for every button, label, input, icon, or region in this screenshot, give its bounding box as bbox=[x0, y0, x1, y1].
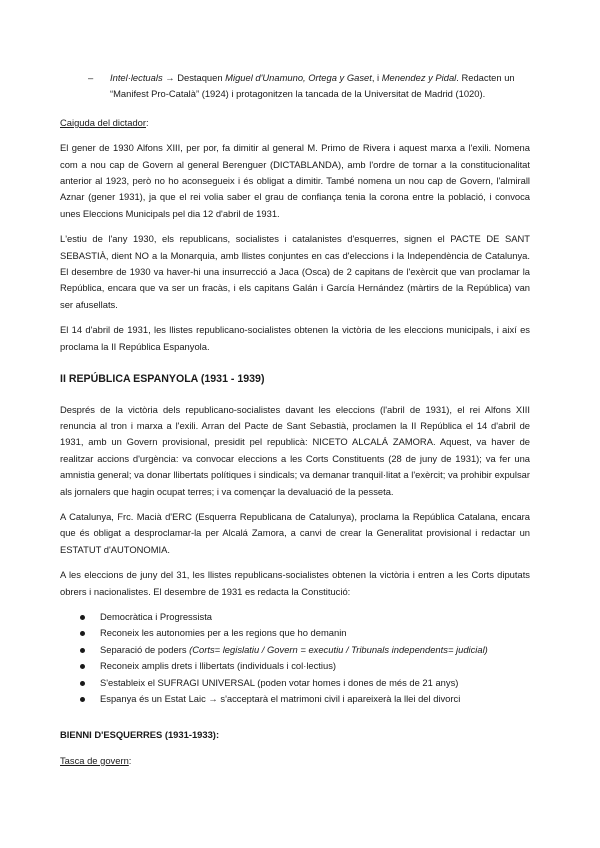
paragraph: A Catalunya, Frc. Macià d'ERC (Esquerra Republicana de Catalunya), proclama la República Catalana, encara que és obligat a desproclamar-la per Alcalá Zamora, a canvi de crear la Generalitat provisional i redactar un ESTATUT d'AUTONOMIA. bbox=[60, 510, 530, 555]
list-item: Reconeix amplis drets i llibertats (individuals i col·lectius) bbox=[80, 658, 530, 674]
list-item: Reconeix les autonomies per a les regions que ho demanin bbox=[80, 625, 530, 641]
section-title-caiguda: Caiguda del dictador: bbox=[60, 116, 149, 128]
paragraph: Després de la victòria dels republicano-socialistes davant les eleccions (l'abril de 1931), el rei Alfons XIII renuncia al tron i marxa a l'exili. Arran del Pacte de Sant Sebastià, proclamen la II República el 14 d'abril de 1931, amb un Govern provisional, presidit pel republicà: NICETO ALCALÁ ZAMORA. Aquest, va haver de realitzar accions d'urgència: va convocar eleccions a les Corts Constituents (28 de juny de 1931); va fer una amnistia general; va donar llibertats polítiques i sindicals; va demanar tranquil·litat a l'exèrcit; va prohibir expulsar als jornalers que hagin ocupat terres; i va començar la devaluació de la pesseta. bbox=[60, 403, 530, 497]
bullet-icon bbox=[80, 631, 85, 636]
bullet-icon bbox=[80, 648, 85, 653]
bullet-icon bbox=[80, 664, 85, 669]
dash-marker: – bbox=[88, 72, 94, 83]
list-item: Democràtica i Progressista bbox=[80, 609, 530, 625]
paragraph: El gener de 1930 Alfons XIII, per por, fa dimitir al general M. Primo de Rivera i aquest marxa a l'exili. Nomena com a nou cap de Govern al general Berenguer (DICTABLANDA), amb l'ordre de tornar a la constitucionalitat anterior al 1923, però no ho aconsegueix i és obligat a dimitir. També nomena un nou cap de Govern, l'almirall Aznar (gener 1931), ja que el rei volia saber el grau de confiança tenia la corona entre la població, i convoca unes Eleccions Municipals pel dia 12 d'abril de 1931. bbox=[60, 142, 530, 219]
intellectuals-names: Miguel d'Unamuno, Ortega y Gaset bbox=[225, 72, 372, 83]
section-heading-bienni: BIENNI D'ESQUERRES (1931-1933): bbox=[60, 729, 220, 741]
constitution-list bbox=[60, 609, 530, 707]
paragraph: L'estiu de l'any 1930, els republicans, socialistes i catalanistes d'esquerres, signen el PACTE DE SANT SEBASTIÀ, dient NO a la Monarquia, amb llistes conjuntes en cas d'eleccions i la Independència de Catalunya. El desembre de 1930 va haver-hi una insurrecció a Jaca (Osca) de 2 capitans de l'exèrcit que van proclamar la República, encara que va ser un fracàs, i els capitans Galán i García Hernández (màrtirs de la República) van ser afusellats. bbox=[60, 233, 530, 310]
list-item: Separació de poders (Corts= legislatiu / Govern = executiu / Tribunals independents= judicial) bbox=[80, 642, 530, 658]
bullet-icon bbox=[80, 615, 85, 620]
paragraph: A les eleccions de juny del 31, les llistes republicans-socialistes obtenen la victòria i entren a les Corts diputats obrers i nacionalistes. El desembre de 1931 es redacta la Constitució: bbox=[60, 569, 530, 597]
section-heading-republica: II REPÚBLICA ESPANYOLA (1931 - 1939) bbox=[60, 373, 265, 386]
intellectuals-item bbox=[60, 70, 530, 103]
subsection-title-tasca: Tasca de govern: bbox=[60, 754, 132, 766]
list-item: Espanya és un Estat Laic → s'acceptarà el matrimoni civil i apareixerà la llei del divorci bbox=[80, 691, 530, 707]
intellectuals-text: Intel·lectuals → Destaquen Miguel d'Unamuno, Ortega y Gaset, i Menendez y Pidal. Redacten un “Manifest Pro-Català” (1924) i protagonitzen la tancada de la Universitat de Madrid (1020). bbox=[110, 72, 515, 100]
bullet-icon bbox=[80, 697, 85, 702]
bullet-icon bbox=[80, 681, 85, 686]
list-item: S'estableix el SUFRAGI UNIVERSAL (poden votar homes i dones de més de 21 anys) bbox=[80, 675, 530, 691]
intellectuals-term: Intel·lectuals → bbox=[110, 72, 175, 83]
document-page bbox=[60, 70, 530, 769]
paragraph: El 14 d'abril de 1931, les llistes republicano-socialistes obtenen la victòria de les eleccions municipals, i així es proclama la II República Espanyola. bbox=[60, 324, 530, 352]
